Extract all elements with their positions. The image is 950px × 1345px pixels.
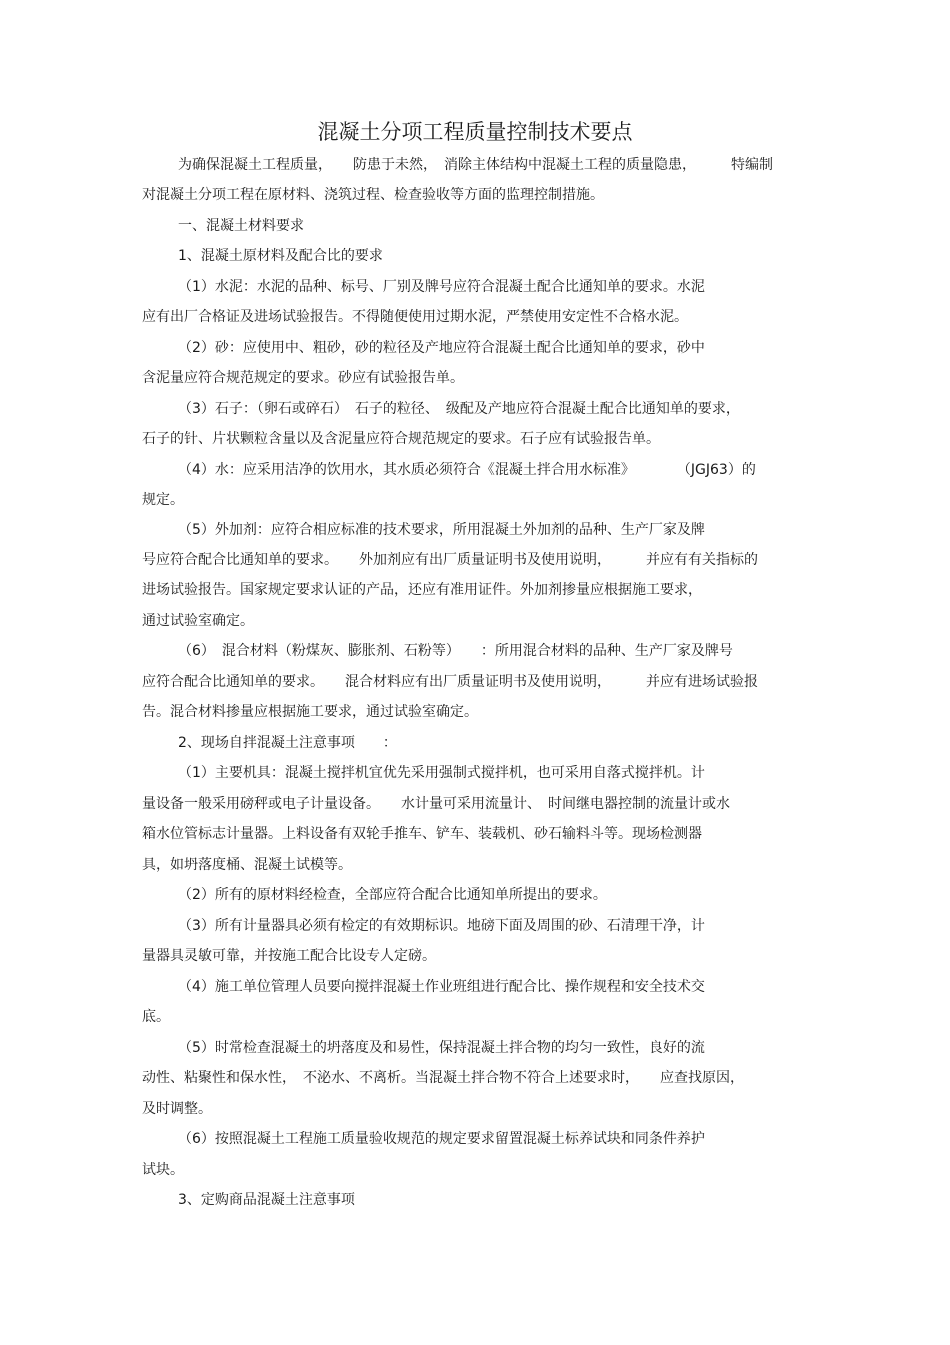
paragraph-line: 量器具灵敏可靠，并按施工配合比设专人定磅。 <box>142 948 436 964</box>
paragraph-line: 号应符合配合比通知单的要求。 外加剂应有出厂质量证明书及使用说明， 并应有有关指标的 <box>142 552 758 568</box>
subsection-heading: 2、现场自拌混凝土注意事项 ： <box>178 735 397 751</box>
paragraph-line: 及时调整。 <box>142 1101 212 1117</box>
section-heading: 一、混凝土材料要求 <box>178 218 304 234</box>
paragraph-line: 试块。 <box>142 1162 184 1178</box>
paragraph-line: （2）砂：应使用中、粗砂，砂的粒径及产地应符合混凝土配合比通知单的要求，砂中 <box>178 340 705 356</box>
paragraph-line: 动性、粘聚性和保水性， 不泌水、不离析。当混凝土拌合物不符合上述要求时， 应查找原因， <box>142 1070 744 1086</box>
paragraph-line: （1）水泥：水泥的品种、标号、厂别及牌号应符合混凝土配合比通知单的要求。水泥 <box>178 279 705 295</box>
paragraph-line: 具，如坍落度桶、混凝土试模等。 <box>142 857 352 873</box>
paragraph-line: 应符合配合比通知单的要求。 混合材料应有出厂质量证明书及使用说明， 并应有进场试验报 <box>142 674 758 690</box>
paragraph-line: （1）主要机具：混凝土搅拌机宜优先采用强制式搅拌机，也可采用自落式搅拌机。计 <box>178 765 705 781</box>
paragraph-line: （2）所有的原材料经检查，全部应符合配合比通知单所提出的要求。 <box>178 887 607 903</box>
paragraph-line: 底。 <box>142 1009 170 1025</box>
paragraph-line: 为确保混凝土工程质量， 防患于未然， 消除主体结构中混凝土工程的质量隐患， 特编制 <box>178 157 773 173</box>
paragraph-line: 对混凝土分项工程在原材料、浇筑过程、检查验收等方面的监理控制措施。 <box>142 187 604 203</box>
paragraph-line: 含泥量应符合规范规定的要求。砂应有试验报告单。 <box>142 370 464 386</box>
paragraph-line: 进场试验报告。国家规定要求认证的产品，还应有准用证件。外加剂掺量应根据施工要求， <box>142 582 702 598</box>
subsection-heading: 1、混凝土原材料及配合比的要求 <box>178 248 383 264</box>
document-title: 混凝土分项工程质量控制技术要点 <box>317 120 633 144</box>
paragraph-line: （4）水：应采用洁净的饮用水，其水质必须符合《混凝土拌合用水标准》 （JGJ63）的 <box>178 462 756 478</box>
paragraph-line: 应有出厂合格证及进场试验报告。不得随便使用过期水泥，严禁使用安定性不合格水泥。 <box>142 309 688 325</box>
paragraph-line: （5）时常检查混凝土的坍落度及和易性，保持混凝土拌合物的均匀一致性，良好的流 <box>178 1040 705 1056</box>
paragraph-line: （3）石子：（卵石或碎石） 石子的粒径、 级配及产地应符合混凝土配合比通知单的要求， <box>178 401 740 417</box>
paragraph-line: （6） 混合材料（粉煤灰、膨胀剂、石粉等） ：所用混合材料的品种、生产厂家及牌号 <box>178 643 733 659</box>
paragraph-line: 告。混合材料掺量应根据施工要求，通过试验室确定。 <box>142 704 478 720</box>
paragraph-line: （5）外加剂：应符合相应标准的技术要求，所用混凝土外加剂的品种、生产厂家及牌 <box>178 522 705 538</box>
paragraph-line: 通过试验室确定。 <box>142 613 254 629</box>
paragraph-line: 量设备一般采用磅秤或电子计量设备。 水计量可采用流量计、 时间继电器控制的流量计或水 <box>142 796 730 812</box>
paragraph-line: 规定。 <box>142 492 184 508</box>
paragraph-line: （3）所有计量器具必须有检定的有效期标识。地磅下面及周围的砂、石清理干净，计 <box>178 918 705 934</box>
paragraph-line: （4）施工单位管理人员要向搅拌混凝土作业班组进行配合比、操作规程和安全技术交 <box>178 979 705 995</box>
paragraph-line: 箱水位管标志计量器。上料设备有双轮手推车、铲车、装载机、砂石输料斗等。现场检测器 <box>142 826 702 842</box>
subsection-heading: 3、定购商品混凝土注意事项 <box>178 1192 355 1208</box>
paragraph-line: （6）按照混凝土工程施工质量验收规范的规定要求留置混凝土标养试块和同条件养护 <box>178 1131 705 1147</box>
paragraph-line: 石子的针、片状颗粒含量以及含泥量应符合规范规定的要求。石子应有试验报告单。 <box>142 431 660 447</box>
